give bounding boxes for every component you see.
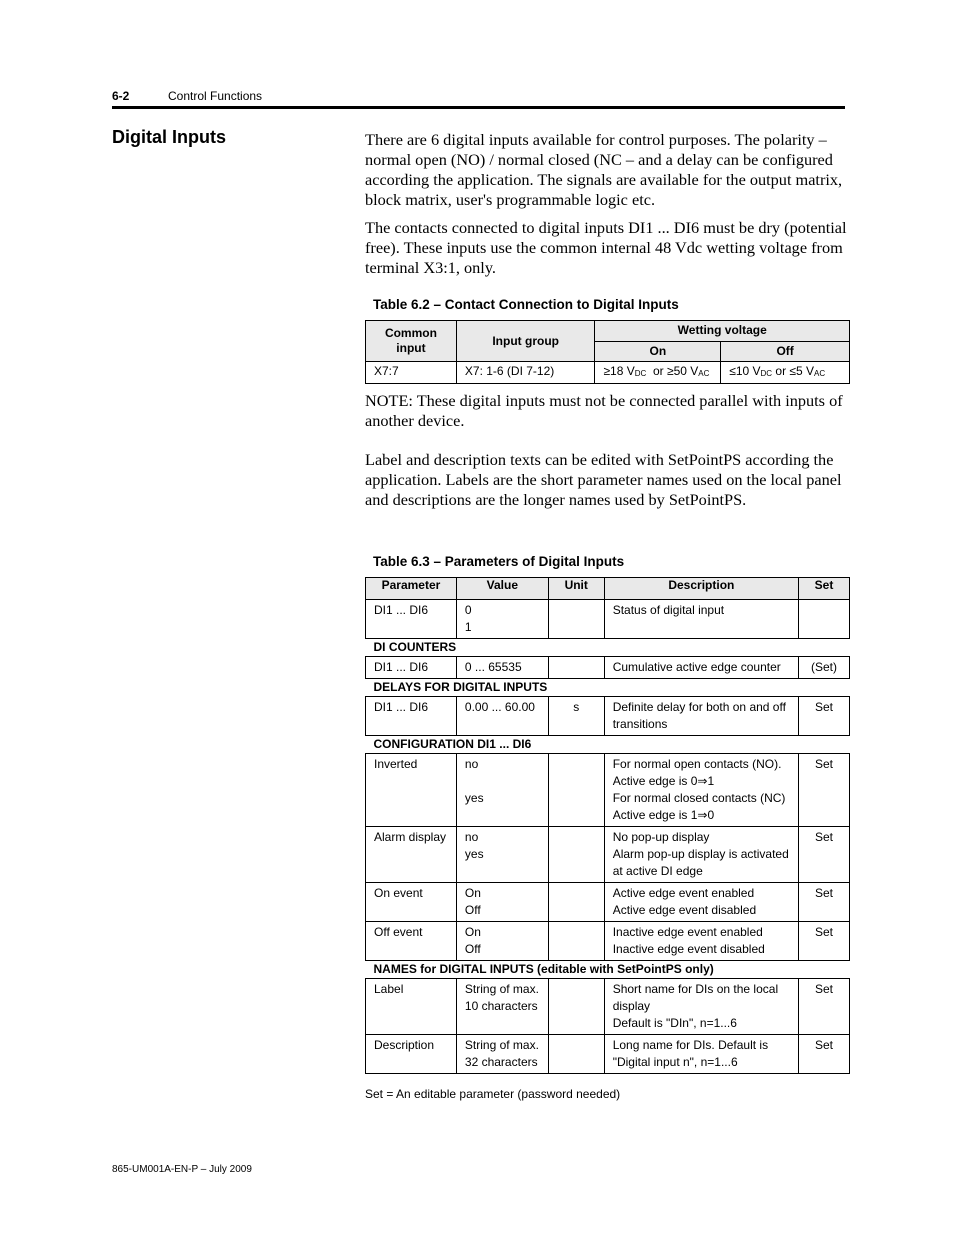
cell-parameter: Alarm display [366,827,457,883]
th-wetting-voltage: Wetting voltage [595,321,850,342]
cell-description [604,922,798,961]
cell-description-line: Long name for DIs. Default is "Digital input n", n=1...6 [612,1038,769,1069]
cell-description-line: Inactive edge event enabled [612,925,763,939]
cell-value [456,754,548,827]
cell-value [456,657,548,679]
cell-value-line: no [464,830,479,844]
parameters-table [365,577,850,1074]
th-value: Value [456,578,548,600]
cell-unit: s [548,697,604,736]
table2-caption: Table 6.3 – Parameters of Digital Inputs [373,554,625,569]
table-group-row [366,961,850,979]
cell-unit [548,1035,604,1074]
cell-parameter: DI1 ... DI6 [366,697,457,736]
table-row [366,979,850,1035]
table-row [366,600,850,639]
th-parameter: Parameter [366,578,457,600]
cell-value [456,1035,548,1074]
cell-value-line: On [464,886,481,900]
th-on: On [595,341,721,362]
group-label: CONFIGURATION DI1 ... DI6 [366,736,850,754]
th-description: Description [604,578,798,600]
group-label: DI COUNTERS [366,639,850,657]
cell-description-line: Active edge is 0⇒1 [612,774,715,788]
cell-description-line: For normal closed contacts (NC) [612,791,786,805]
cell-set: Set [799,1035,850,1074]
cell-description-line: Default is "DIn", n=1...6 [612,1016,737,1030]
cell-parameter: Description [366,1035,457,1074]
table-group-row [366,679,850,697]
cell-description-line: Status of digital input [612,603,725,617]
cell-value-line: yes [464,847,484,861]
cell-value [456,827,548,883]
table-row [366,883,850,922]
th-input-group: Input group [456,321,595,362]
table-group-row [366,639,850,657]
page-header [112,89,262,103]
cell-value [456,883,548,922]
cell-set: (Set) [799,657,850,679]
cell-unit [548,883,604,922]
cell-description [604,697,798,736]
cell-parameter: Off event [366,922,457,961]
cell-description-line: Definite delay for both on and off transitions [612,700,786,731]
page-number: 6-2 [112,89,130,103]
cell-description [604,754,798,827]
cell-value-line: 1 [464,620,472,634]
group-label: DELAYS FOR DIGITAL INPUTS [366,679,850,697]
cell-unit [548,754,604,827]
cell-description [604,883,798,922]
dry-contacts-paragraph: The contacts connected to digital inputs DI1 ... DI6 must be dry (potential free). These inputs use the common internal 48 Vdc wetting voltage from terminal X3:1, only. [365,218,847,277]
cell-value-line: On [464,925,481,939]
cell-set [799,600,850,639]
cell-value-line: Off [464,942,481,956]
cell-common-input: X7:7 [366,362,457,384]
cell-unit [548,922,604,961]
cell-unit [548,657,604,679]
cell-description [604,657,798,679]
cell-value [456,600,548,639]
table-row [366,827,850,883]
group-label: NAMES for DIGITAL INPUTS (editable with SetPointPS only) [366,961,850,979]
cell-description-line: For normal open contacts (NO). [612,757,782,771]
cell-description [604,600,798,639]
cell-set: Set [799,979,850,1035]
cell-description [604,979,798,1035]
cell-value [456,922,548,961]
cell-set: Set [799,883,850,922]
cell-description-line: Cumulative active edge counter [612,660,781,674]
note-paragraph: NOTE: These digital inputs must not be connected parallel with inputs of another device. [365,391,843,430]
cell-value-line: 0 [464,603,472,617]
cell-off-voltage: ≤10 $V_{DC}$ or ≤5 $V_{AC}$ [721,362,850,384]
section-title: Digital Inputs [112,127,226,147]
cell-parameter: Label [366,979,457,1035]
cell-description [604,827,798,883]
cell-on-voltage: ≥18 $V_{DC}$ or ≥50 $V_{AC}$ [595,362,721,384]
table-row [366,1035,850,1074]
cell-input-group: X7: 1-6 (DI 7-12) [456,362,595,384]
cell-description-line: Active edge is 1⇒0 [612,808,715,822]
cell-set: Set [799,922,850,961]
cell-parameter: On event [366,883,457,922]
table-row [366,697,850,736]
cell-value-line: yes [464,791,484,805]
table-row [366,362,850,384]
cell-value-line: String of max. 32 characters [464,1038,539,1069]
header-rule [112,106,845,109]
cell-description [604,1035,798,1074]
cell-value-line [465,773,540,790]
cell-description-line: Active edge event enabled [612,886,755,900]
table-row [366,657,850,679]
cell-description-line: Active edge event disabled [612,903,757,917]
cell-parameter: DI1 ... DI6 [366,657,457,679]
cell-unit [548,827,604,883]
cell-value-line: 0.00 ... 60.00 [464,700,535,714]
table-row [366,754,850,827]
intro-paragraph: There are 6 digital inputs available for control purposes. The polarity – normal open (NO) / normal closed (NC – and a delay can be configured according the application. The signals are available for the output matrix, block matrix, user's programmable logic etc. [365,130,843,209]
cell-set: Set [799,754,850,827]
cell-set: Set [799,827,850,883]
cell-description-line: No pop-up display [612,830,710,844]
cell-description-line: Short name for DIs on the local display [612,982,779,1013]
cell-value-line: String of max. 10 characters [464,982,539,1013]
table-group-row [366,736,850,754]
th-common-input: Common input [366,321,457,362]
set-footnote: Set = An editable parameter (password needed) [365,1087,621,1101]
cell-description-line: Alarm pop-up display is activated at active DI edge [612,847,789,878]
cell-value-line: no [464,757,479,771]
chapter-title: Control Functions [168,89,263,103]
cell-value [456,697,548,736]
label-description-paragraph: Label and description texts can be edited with SetPointPS according the application. Labels are the short parameter names used on the local panel and descriptions are the longer names used by SetPointPS. [365,450,842,509]
table-row [366,922,850,961]
page-footer: 865-UM001A-EN-P – July 2009 [112,1164,252,1175]
cell-description-line: Inactive edge event disabled [612,942,765,956]
cell-parameter: DI1 ... DI6 [366,600,457,639]
cell-value-line: Off [464,903,481,917]
table1-caption: Table 6.2 – Contact Connection to Digital Inputs [373,297,679,312]
contact-connection-table [365,320,850,384]
cell-unit [548,600,604,639]
cell-parameter: Inverted [366,754,457,827]
cell-value-line: 0 ... 65535 [464,660,522,674]
cell-unit [548,979,604,1035]
th-unit: Unit [548,578,604,600]
th-off: Off [721,341,850,362]
th-set: Set [799,578,850,600]
cell-set: Set [799,697,850,736]
cell-value [456,979,548,1035]
